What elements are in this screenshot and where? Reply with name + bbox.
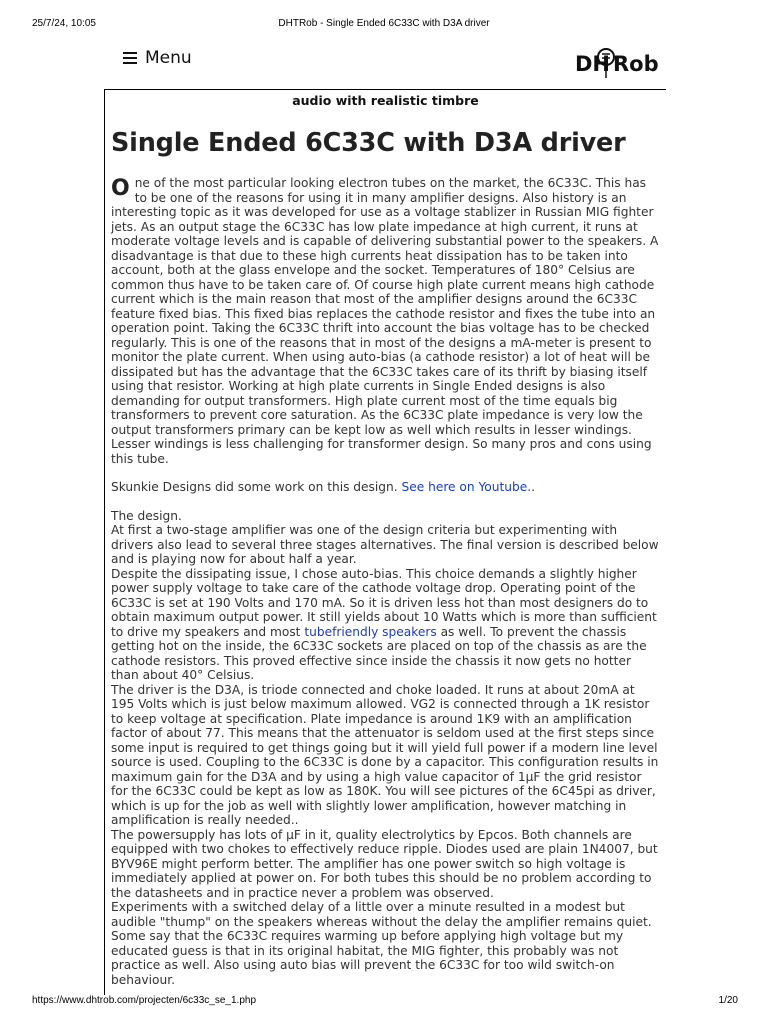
- youtube-link[interactable]: See here on Youtube.: [401, 480, 532, 494]
- design-paragraph-4: The powersupply has lots of µF in it, quality electrolytics by Epcos. Both channels are equipped with two chokes to effectively reduce ripple. Diodes used are plain 1N4007, but BYV96E might perform better. The amplifier has one power switch so high voltage is immediately applied at power on. For both tubes this should be no problem according to the datasheets and in practice never a problem was observed.: [111, 827, 658, 900]
- site-logo[interactable]: [575, 44, 659, 82]
- print-url: https://www.dhtrob.com/projecten/6c33c_se_1.php: [32, 995, 257, 1006]
- print-footer: [0, 995, 768, 1009]
- design-paragraph-3: The driver is the D3A, is triode connected and choke loaded. It runs at about 20mA at 195 Volts which is just below maximum allowed. VG2 is connected through a 1K resistor to keep voltage at specification. Plate impedance is around 1K9 with an amplification factor of about 77. This means that the attenuator is seldom used at the first steps since some input is required to get things going but it will yield full power if a modern line level source is used. Coupling to the 6C33C is done by a capacitor. This configuration results in maximum gain for the D3A and by using a high value capacitor of 1µF the grid resistor for the 6C33C could be kept as low as 180K. You will see pictures of the 6C45pi as driver, which is up for the job as well with slightly lower amplification, however matching in amplification is really needed..: [111, 682, 659, 827]
- menu-button[interactable]: [123, 48, 192, 68]
- print-title: DHTRob - Single Ended 6C33C with D3A driver: [278, 18, 490, 29]
- tagline: audio with realistic timbre: [292, 93, 479, 108]
- print-header: [0, 18, 768, 32]
- design-paragraph-1: At first a two-stage amplifier was one of the design criteria but experimenting with drivers also lead to several three stages alternatives. The final version is described below and is playing now for about half a year.: [111, 523, 659, 566]
- hamburger-icon: [123, 52, 137, 64]
- logo-text-right: Rob: [613, 52, 659, 76]
- print-page-count: 1/20: [718, 995, 738, 1006]
- tubefriendly-speakers-link[interactable]: tubefriendly speakers: [304, 624, 437, 639]
- menu-label: Menu: [145, 48, 192, 68]
- article-body: [105, 176, 666, 987]
- intro-paragraph: [111, 176, 661, 466]
- logo-text-left: DH: [575, 52, 611, 76]
- skunkie-after: .: [531, 480, 535, 494]
- article: [104, 89, 666, 995]
- dropcap: O: [111, 176, 130, 201]
- design-p2-text: Despite the dissipating issue, I chose auto-bias. This choice demands a slightly higher power supply voltage to take care of the cathode voltage drop. Operating point of the 6C33C is set at 190 Volts and 170 mA. So it is driven less hot than most designers do to obtain maximum output power. It still yields about 10 Watts which is more than sufficient to drive my speakers and most: [111, 566, 657, 639]
- skunkie-paragraph: [111, 480, 661, 495]
- design-heading: The design.: [111, 508, 182, 523]
- intro-text: ne of the most particular looking electron tubes on the market, the 6C33C. This has to be one of the reasons for using it in many amplifier designs. Also history is an interesting topic as it was developed for use as a voltage stablizer in Russian MIG fighter jets. As an output stage the 6C33C has low plate impedance at high current, it runs at moderate voltage levels and is capable of delivering substantial power to the speakers. A disadvantage is that due to these high currents heat dissipation has to be taken into account, both at the glass envelope and the socket. Temperatures of 180° Celsius are common thus have to be taken care of. Of course high plate current means high cathode current which is the main reason that most of the amplifier designs around the 6C33C feature fixed bias. This fixed bias replaces the cathode resistor and fixes the tube into an operation point. Taking the 6C33C thrift into account the bias voltage has to be checked regularly. This is one of the reasons that in most of the designs a mA-meter is present to monitor the plate current. When using auto-bias (a cathode resistor) a lot of heat will be dissipated but has the advantage that the 6C33C takes care of its thrift by biasing itself using that resistor. Working at high plate currents in Single Ended designs is also demanding for output transformers. High plate current most of the time equals big transformers to prevent core saturation. As the 6C33C plate impedance is very low the output transformers primary can be kept low as well which results in lesser windings. Lesser windings is less challenging for transformer design. So many pros and cons using this tube.: [111, 176, 659, 466]
- skunkie-text: Skunkie Designs did some work on this design.: [111, 480, 402, 494]
- design-paragraph-5: Experiments with a switched delay of a little over a minute resulted in a modest but audible "thump" on the speakers whereas without the delay the amplifier remains quiet. Some say that the 6C33C requires warming up before applying high voltage but my educated guess is that in its original habitat, the MIG fighter, this probably was not practice as well. Also using auto bias will prevent the 6C33C for too wild switch-on behaviour.: [111, 900, 652, 987]
- page-title: Single Ended 6C33C with D3A driver: [111, 128, 626, 158]
- design-paragraph-2: [111, 567, 661, 683]
- print-date: 25/7/24, 10:05: [32, 18, 96, 29]
- design-p2-after: as well. To prevent the chassis getting hot on the inside, the 6C33C sockets are placed on top of the chassis as are the cathode resistors. This proved effective since inside the chassis it now gets no hotter than about 40° Celsius.: [111, 624, 647, 682]
